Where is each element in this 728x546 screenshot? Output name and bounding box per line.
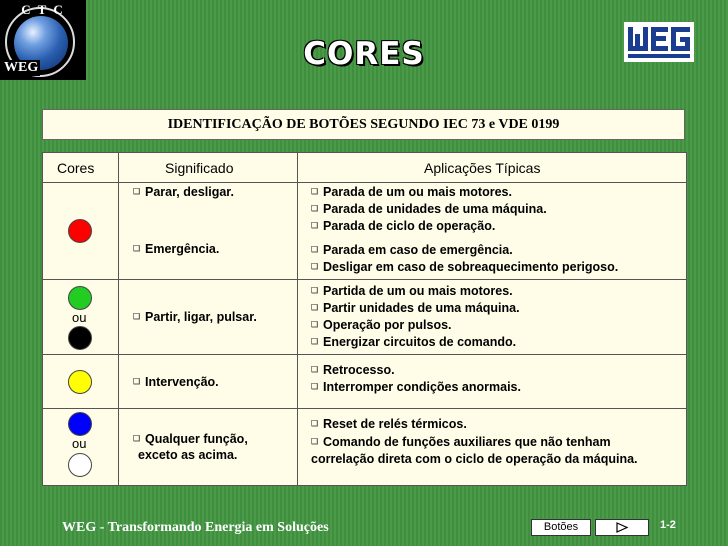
ou-label: ou [72, 310, 87, 325]
aplicacao-item: ❑ Comando de funções auxiliares que não tenham [311, 435, 611, 449]
black-color-dot [68, 326, 92, 350]
page-title: CORES [303, 36, 425, 72]
aplicacao-item: ❑ Parada em caso de emergência. [311, 243, 513, 257]
aplicacao-item: ❑ Reset de relés térmicos. [311, 417, 467, 431]
bullet-icon: ❑ [311, 221, 319, 230]
subtitle: IDENTIFICAÇÃO DE BOTÕES SEGUNDO IEC 73 e VDE 0199 [167, 116, 560, 132]
bullet-icon: ❑ [311, 419, 319, 428]
bullet-icon: ❑ [311, 365, 319, 374]
logo-weg-text: WEG [4, 60, 39, 75]
bullet-icon: ❑ [133, 187, 141, 196]
logo-ctc-text: C T C [21, 2, 65, 17]
blue-color-dot [68, 412, 92, 436]
column-header-aplicacoes: Aplicações Típicas [424, 160, 541, 176]
page-number: 1-2 [660, 519, 676, 531]
column-header-cores: Cores [57, 160, 95, 176]
bullet-icon: ❑ [133, 312, 141, 321]
bullet-icon: ❑ [311, 437, 319, 446]
subtitle-box [42, 109, 685, 140]
row-divider [43, 408, 686, 409]
botoes-button[interactable]: Botões [531, 519, 591, 536]
green-color-dot [68, 286, 92, 310]
header-divider [43, 182, 686, 183]
aplicacao-item: ❑ Energizar circuitos de comando. [311, 335, 517, 349]
bullet-icon: ❑ [311, 262, 319, 271]
column-divider [118, 153, 119, 485]
aplicacao-item: ❑ Parada de um ou mais motores. [311, 185, 512, 199]
aplicacao-item: ❑ Partida de um ou mais motores. [311, 284, 513, 298]
row-divider [43, 279, 686, 280]
significado-item: ❑ Parar, desligar. [133, 185, 234, 199]
colors-table [42, 152, 687, 486]
aplicacao-item: ❑ Interromper condições anormais. [311, 380, 521, 394]
aplicacao-item: ❑ Partir unidades de uma máquina. [311, 301, 520, 315]
bullet-icon: ❑ [133, 244, 141, 253]
bullet-icon: ❑ [311, 320, 319, 329]
significado-item: ❑ Intervenção. [133, 375, 219, 389]
bullet-icon: ❑ [311, 286, 319, 295]
column-divider [297, 153, 298, 485]
significado-item: ❑ Emergência. [133, 242, 220, 256]
aplicacao-item: ❑ Retrocesso. [311, 363, 395, 377]
significado-item: ❑ Qualquer função, [133, 432, 248, 446]
aplicacao-item: ❑ Desligar em caso de sobreaquecimento perigoso. [311, 260, 619, 274]
bullet-icon: ❑ [311, 245, 319, 254]
significado-item: ❑ Partir, ligar, pulsar. [133, 310, 257, 324]
white-color-dot [68, 453, 92, 477]
aplicacao-item: ❑ Operação por pulsos. [311, 318, 452, 332]
bullet-icon: ❑ [311, 382, 319, 391]
bullet-icon: ❑ [311, 337, 319, 346]
significado-item: exceto as acima. [138, 448, 238, 462]
bullet-icon: ❑ [311, 187, 319, 196]
bullet-icon: ❑ [311, 303, 319, 312]
row-divider [43, 354, 686, 355]
yellow-color-dot [68, 370, 92, 394]
bullet-icon: ❑ [133, 377, 141, 386]
bullet-icon: ❑ [133, 434, 141, 443]
next-button[interactable] [595, 519, 649, 536]
aplicacao-item: ❑ Parada de ciclo de operação. [311, 219, 496, 233]
ou-label: ou [72, 436, 87, 451]
play-next-icon [615, 522, 629, 533]
bullet-icon: ❑ [311, 204, 319, 213]
red-color-dot [68, 219, 92, 243]
aplicacao-item: correlação direta com o ciclo de operação da máquina. [311, 452, 638, 466]
column-header-significado: Significado [165, 160, 234, 176]
weg-brand-logo [624, 22, 694, 62]
footer-slogan: WEG - Transformando Energia em Soluções [62, 520, 329, 535]
aplicacao-item: ❑ Parada de unidades de uma máquina. [311, 202, 547, 216]
